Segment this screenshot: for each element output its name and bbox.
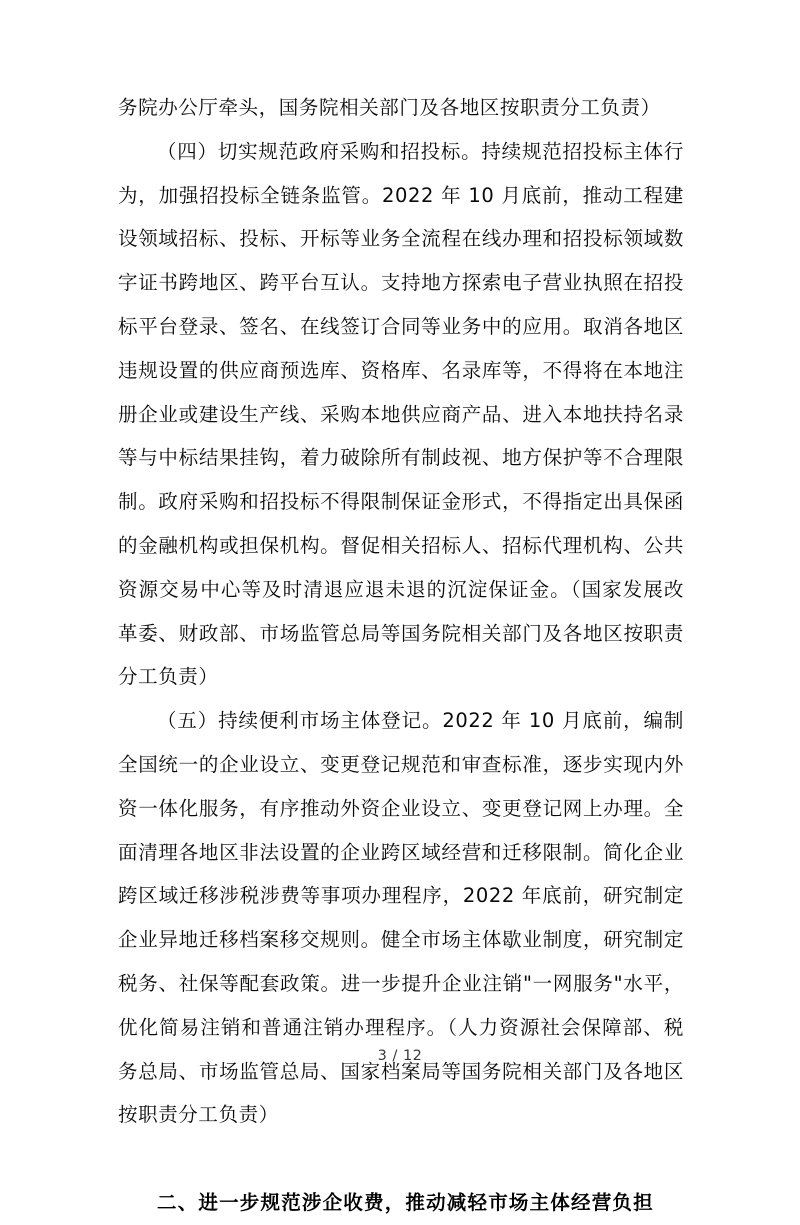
section-heading-two: 二、进一步规范涉企收费，推动减轻市场主体经营负担 bbox=[157, 1191, 654, 1215]
paragraph-five: （五）持续便利市场主体登记。2022 年 10 月底前，编制全国统一的企业设立、变更登记规范和审查标准，逐步实现内外资一体化服务，有序推动外资企业设立、变更登记网上办理。全面清理各地区非法设置的企业跨区域经营和迁移限制。简化企业跨区域迁移涉税涉费等事项办理程序，2022 年底前，研究制定企业异地迁移档案移交规则。健全市场主体歇业制度，研究制定税务、社保等配套政策。进一步提升企业注销"一网服务"水平，优化简易注销和普通注销办理程序。（人力资源社会保障部、税务总局、市场监管总局、国家档案局等国务院相关部门及各地区按职责分工负责） bbox=[118, 709, 684, 1127]
paragraph-four-continuation: 务院办公厅牵头，国务院相关部门及各地区按职责分工负责） bbox=[118, 96, 661, 119]
heading-spacer bbox=[118, 1137, 684, 1181]
page-number-footer: 3 / 12 bbox=[377, 1048, 423, 1064]
paragraph-four: （四）切实规范政府采购和招投标。持续规范招投标主体行为，加强招投标全链条监管。2022 年 10 月底前，推动工程建设领域招标、投标、开标等业务全流程在线办理和招投标领域数字证书跨地区、跨平台互认。支持地方探索电子营业执照在招投标平台登录、签名、在线签订合同等业务中的应用。取消各地区违规设置的供应商预选库、资格库、名录库等，不得将在本地注册企业或建设生产线、采购本地供应商产品、进入本地扶持名录等与中标结果挂钩，着力破除所有制歧视、地方保护等不合理限制。政府采购和招投标不得限制保证金形式，不得指定出具保函的金融机构或担保机构。督促相关招标人、招标代理机构、公共资源交易中心等及时清退应退未退的沉淀保证金。（国家发展改革委、财政部、市场监管总局等国务院相关部门及各地区按职责分工负责） bbox=[118, 139, 684, 689]
